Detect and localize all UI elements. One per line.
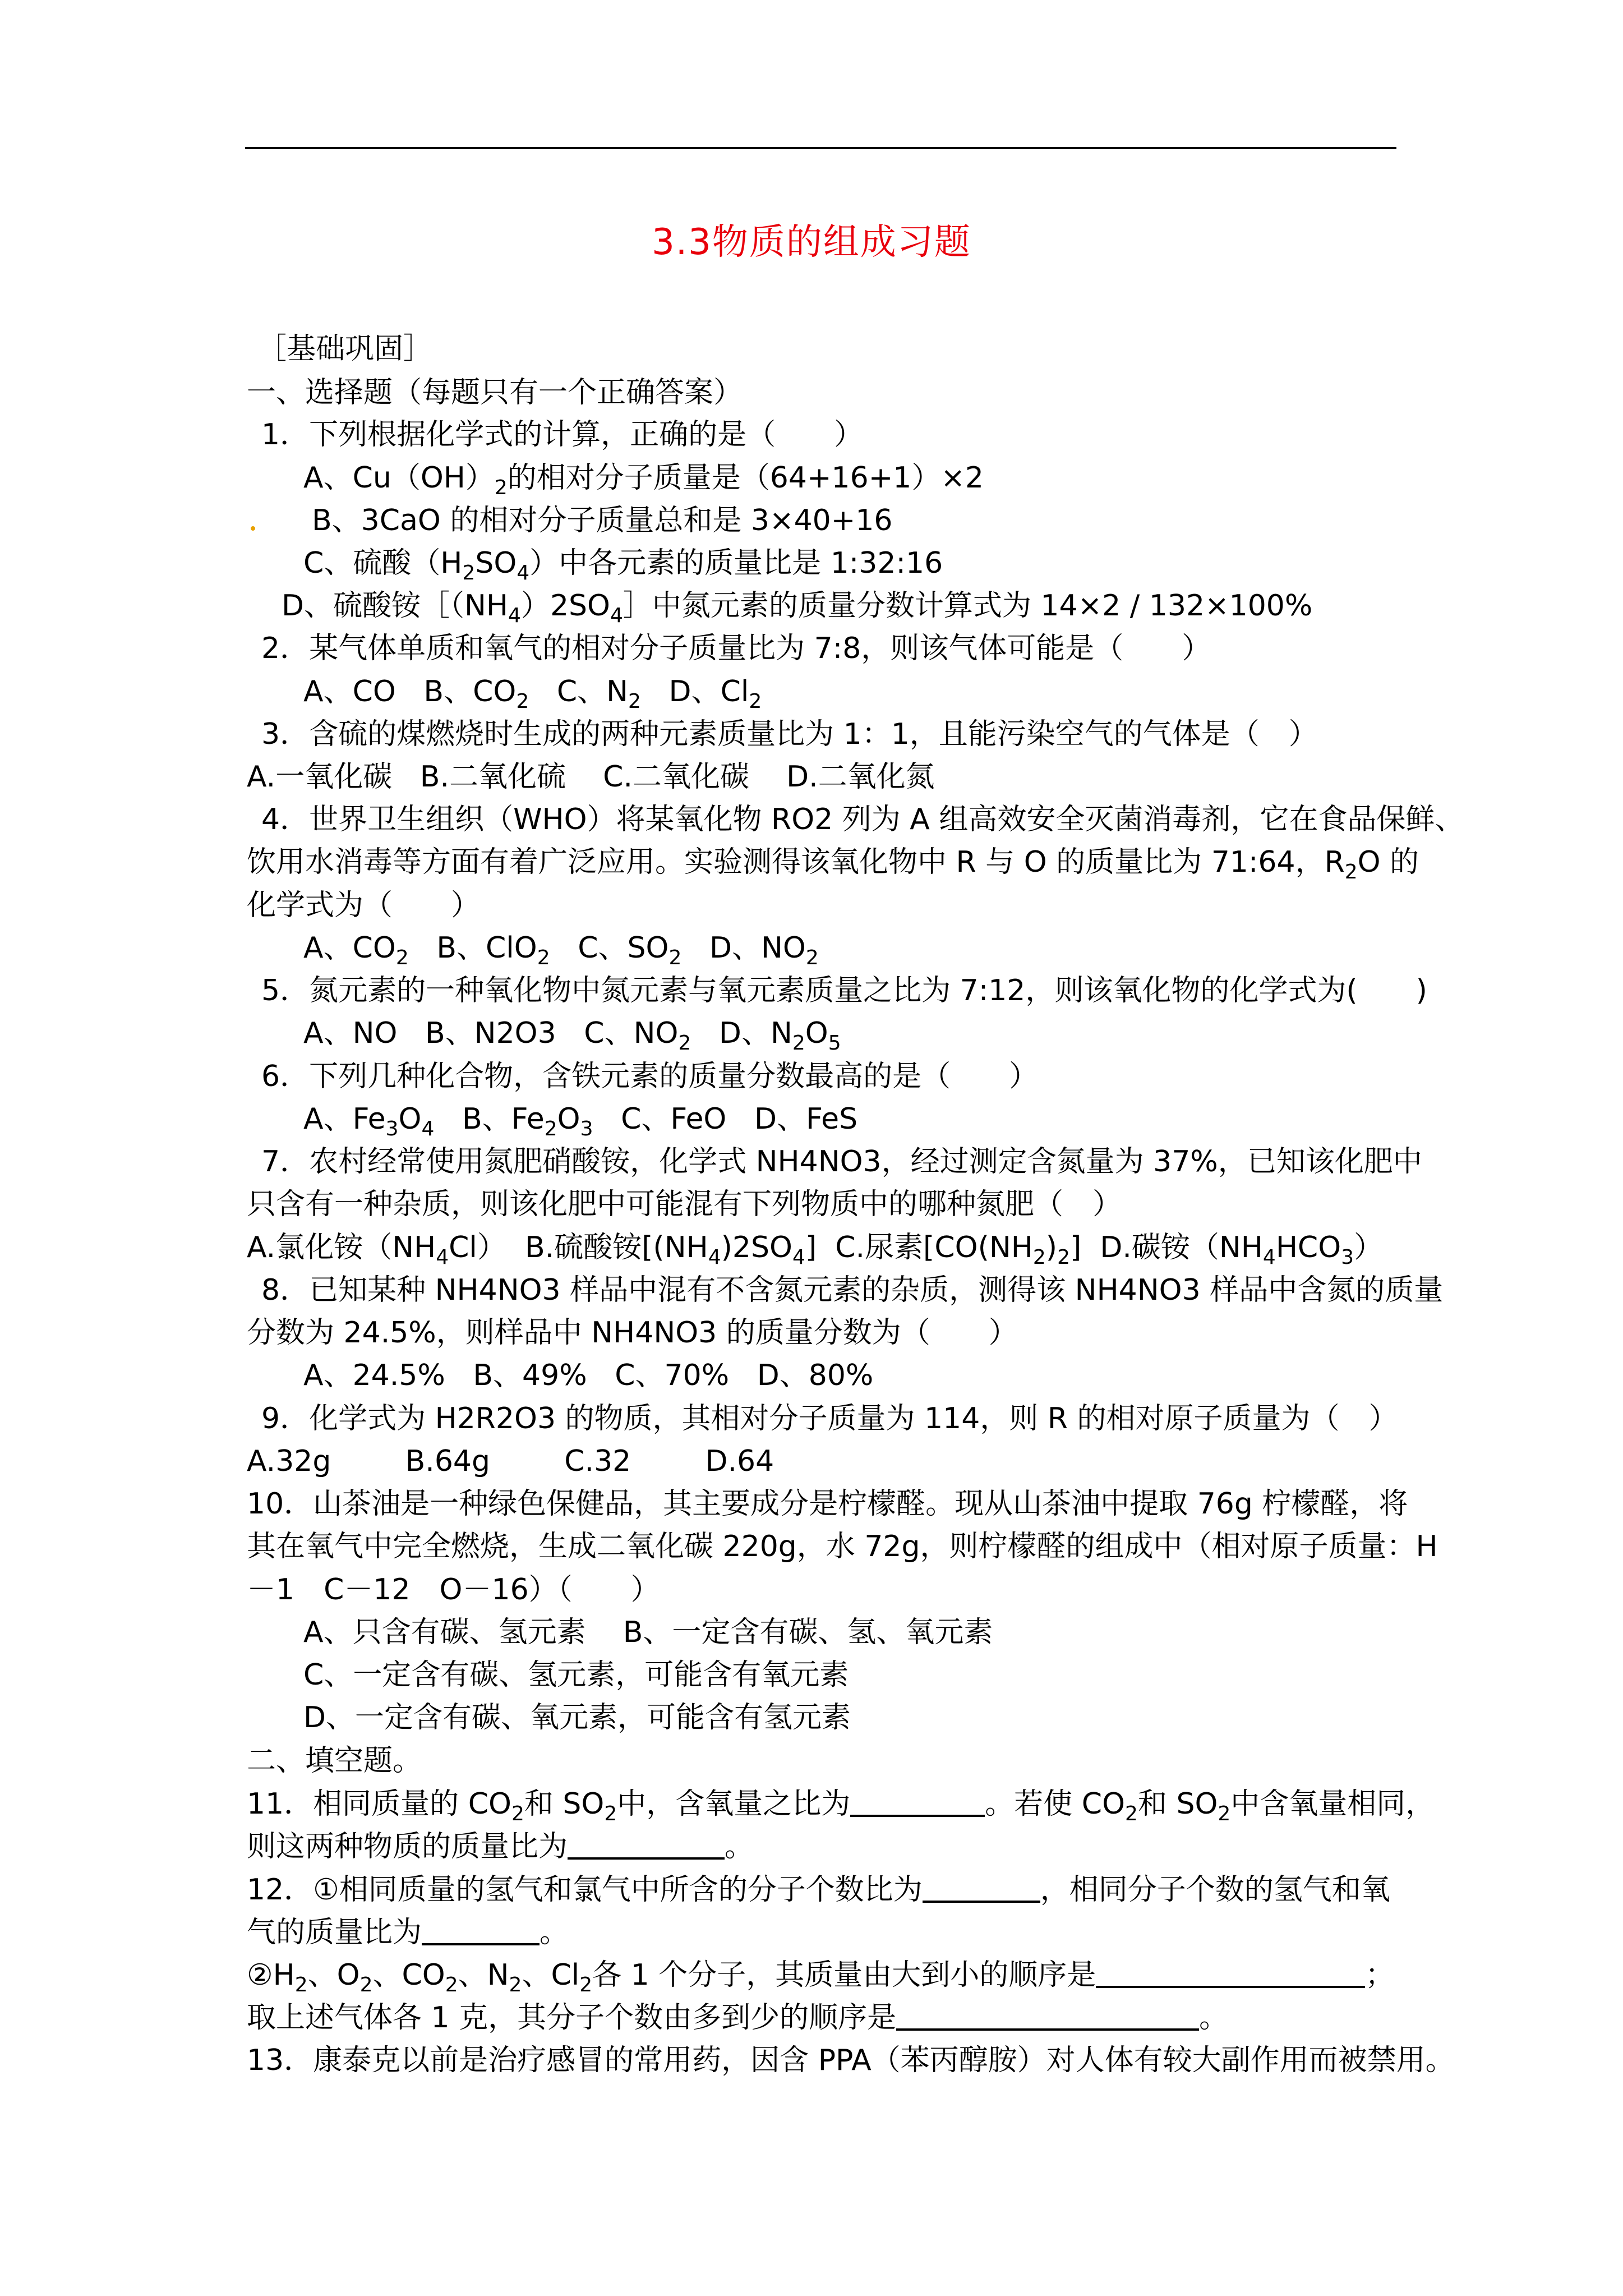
- answer-blank[interactable]: [1096, 1958, 1365, 1988]
- q2-stem: 2．某气体单质和氧气的相对分子质量比为 7:8，则该气体可能是（ ）: [261, 632, 1211, 665]
- q10-line3: －1 C－12 O－16）（ ）: [247, 1573, 660, 1607]
- q4-line1: 4．世界卫生组织（WHO）将某氧化物 RO2 列为 A 组高效安全灭菌消毒剂，它在食品保鲜、: [261, 803, 1464, 836]
- q1-option-c: C、硫酸$(H_2SO_4)$中各元素的质量比是 1:32:16: [303, 546, 943, 585]
- answer-blank[interactable]: [850, 1787, 985, 1817]
- q4-line3: 化学式为（ ）: [247, 889, 481, 922]
- q7-line1: 7．农村经常使用氮肥硝酸铵，化学式 NH4NO3，经过测定含氮量为 37%，已知该化肥中: [261, 1145, 1422, 1179]
- q5-options: A、NO B、N2O3 C、$NO_2$ D、$N_2O_5$: [303, 1016, 841, 1055]
- part1-heading: 一、选择题（每题只有一个正确答案）: [247, 376, 743, 409]
- q1-option-a: A、$Cu(OH)_2$的相对分子质量是（64+16+1）×2: [303, 461, 984, 499]
- q9-options: A.32g B.64g C.32 D.64: [247, 1444, 774, 1478]
- q10-options-ab: A、只含有碳、氢元素 B、一定含有碳、氢、氧元素: [303, 1616, 993, 1649]
- q10-line2: 其在氧气中完全燃烧，生成二氧化碳 220g，水 72g，则柠檬醛的组成中（相对原子质量：H: [247, 1530, 1438, 1563]
- q1-stem: 1．下列根据化学式的计算，正确的是（ ）: [261, 418, 864, 452]
- q4-line2: 饮用水消毒等方面有着广泛应用。实验测得该氧化物中 R 与 O 的质量比为 71:64，$R_2O$ 的: [247, 845, 1419, 884]
- answer-blank[interactable]: [923, 1872, 1040, 1903]
- answer-blank[interactable]: [422, 1915, 540, 1945]
- q4-options: A、$CO_2$ B、ClO$_2$ C、$SO_2$ D、$NO_2$: [303, 931, 819, 969]
- q13-line1: 13．康泰克以前是治疗感冒的常用药，因含 PPA（苯丙醇胺）对人体有较大副作用而被禁用。: [247, 2044, 1455, 2077]
- q5-stem: 5．氮元素的一种氧化物中氮元素与氧元素质量之比为 7:12，则该氧化物的化学式为( ): [261, 974, 1427, 1007]
- q12-line3: $②H_2$、$O_2$、$CO_2$、$N_2$、$Cl_2$各 1 个分子，其质量由大到小的顺序是 ；: [247, 1958, 1395, 1996]
- q7-line2: 只含有一种杂质，则该化肥中可能混有下列物质中的哪种氮肥（ ）: [247, 1188, 1122, 1221]
- q10-line1: 10．山茶油是一种绿色保健品，其主要成分是柠檬醛。现从山茶油中提取 76g 柠檬醛，将: [247, 1487, 1408, 1521]
- q6-stem: 6．下列几种化合物，含铁元素的质量分数最高的是（ ）: [261, 1060, 1039, 1093]
- q1-option-b: B、3CaO 的相对分子质量总和是 3×40+16: [312, 504, 893, 537]
- q12-line1: 12．①相同质量的氢气和氯气中所含的分子个数比为 ，相同分子个数的氢气和氧: [247, 1873, 1390, 1907]
- q3-stem: 3．含硫的煤燃烧时生成的两种元素质量比为 1：1，且能污染空气的气体是（ ）: [261, 717, 1318, 751]
- q1-option-d: D、硫酸铵$[(NH_4)2SO_4]$中氮元素的质量分数计算式为 14×2 / 132×100%: [282, 589, 1313, 627]
- q10-option-d: D、一定含有碳、氧元素，可能含有氢元素: [303, 1701, 851, 1734]
- q10-option-c: C、一定含有碳、氢元素，可能含有氧元素: [303, 1658, 849, 1692]
- header-rule: [245, 147, 1396, 149]
- q8-line1: 8．已知某种 NH4NO3 样品中混有不含氮元素的杂质，测得该 NH4NO3 样品中含氮的质量: [261, 1273, 1444, 1307]
- q12-line2: 气的质量比为 。: [247, 1916, 569, 1949]
- q6-options: A、$Fe_3O_4$ B、$Fe_2O_3$ C、FeO D、FeS: [303, 1102, 858, 1140]
- part2-heading: 二、填空题。: [247, 1744, 422, 1778]
- q7-options: A.氯化铵$(NH_4Cl)$ B.硫酸铵$[(NH_4)2SO_4]$ C.尿素$[CO(NH_2)_2]$ D.碳铵$(NH_4HCO_3)$: [247, 1231, 1384, 1269]
- stray-mark: [251, 526, 255, 531]
- q11-line2: 则这两种物质的质量比为 。: [247, 1830, 754, 1864]
- page-title: 3.3物质的组成习题: [652, 222, 971, 263]
- q3-options: A.一氧化碳 B.二氧化硫 C.二氧化碳 D.二氧化氮: [247, 760, 935, 794]
- answer-blank[interactable]: [896, 2000, 1199, 2031]
- q8-options: A、24.5% B、49% C、70% D、80%: [303, 1359, 874, 1392]
- q8-line2: 分数为 24.5%，则样品中 NH4NO3 的质量分数为（ ）: [247, 1316, 1018, 1350]
- answer-blank[interactable]: [568, 1829, 725, 1860]
- q11-line1: 11．相同质量的 $CO_2$和 $SO_2$中，含氧量之比为 。若使 $CO_2$和 $SO_2$中含氧量相同，: [247, 1787, 1435, 1825]
- q9-stem: 9．化学式为 H2R2O3 的物质，其相对分子质量为 114，则 R 的相对原子质量为（ ）: [261, 1402, 1398, 1435]
- q2-options: A、CO B、$CO_2$ C、$N_2$ D、$Cl_2$: [303, 675, 762, 713]
- section-basic: ［基础巩固］: [257, 332, 433, 366]
- q12-line4: 取上述气体各 1 克，其分子个数由多到少的顺序是 。: [247, 2001, 1229, 2035]
